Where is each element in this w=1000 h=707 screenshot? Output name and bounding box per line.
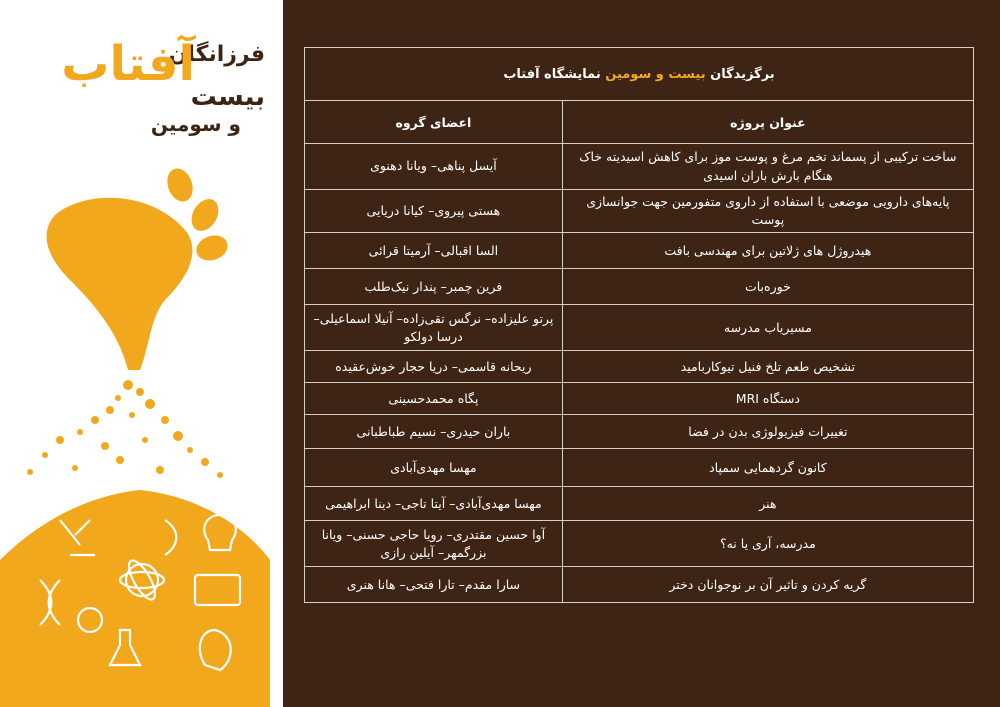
table-row (305, 487, 974, 521)
table-row (305, 521, 974, 567)
project-title-cell: ساخت ترکیبی از پسماند تخم مرغ و پوست موز برای کاهش اسیدیته خاک هنگام بارش باران اسیدی (562, 144, 973, 190)
project-title-cell: مدرسه، آری یا نه؟ (562, 521, 973, 567)
header-members: اعضای گروه (305, 101, 563, 144)
table-row (305, 351, 974, 383)
project-title-cell: مسیریاب مدرسه (562, 305, 973, 351)
project-title-cell: دستگاه MRI (562, 383, 973, 415)
group-members-cell: پرتو علیزاده– نرگس تقی‌زاده– آنیلا اسماعیلی– درسا دولکو (305, 305, 563, 351)
title-prefix: برگزیدگان (710, 66, 775, 82)
table-row (305, 269, 974, 305)
header-project: عنوان پروژه (562, 101, 973, 144)
group-members-cell: سارا مقدم– تارا فتحی– هانا هنری (305, 567, 563, 603)
table-row (305, 233, 974, 269)
winners-table (304, 47, 974, 603)
group-members-cell: مهسا مهدی‌آبادی– آیتا تاجی– دینا ابراهیمی (305, 487, 563, 521)
project-title-cell: کانون گردهمایی سمپاد (562, 449, 973, 487)
table-row (305, 305, 974, 351)
table-header-row (305, 101, 974, 144)
title-suffix: نمایشگاه آفتاب (503, 66, 601, 82)
group-members-cell: السا اقبالی– آرمیتا قرائی (305, 233, 563, 269)
group-members-cell: مهسا مهدی‌آبادی (305, 449, 563, 487)
winners-table-container (304, 47, 974, 603)
project-title-cell: هنر (562, 487, 973, 521)
logo-aftab: آفتاب (61, 36, 195, 92)
table-title-row (305, 48, 974, 101)
title-highlight: بیست و سومین (605, 66, 706, 82)
table-row (305, 415, 974, 449)
table-title (305, 48, 974, 101)
table-row (305, 449, 974, 487)
table-row (305, 383, 974, 415)
table-body (305, 144, 974, 603)
logo-sevomin: و سومین (150, 112, 241, 136)
project-title-cell: هیدروژل های ژلاتین برای مهندسی بافت (562, 233, 973, 269)
poster-panel (0, 0, 283, 707)
project-title-cell: تغییرات فیزیولوژی بدن در فضا (562, 415, 973, 449)
group-members-cell: آوا حسین مقتدری– رویا حاجی حسنی– ویانا بزرگمهر– آیلین رازی (305, 521, 563, 567)
project-title-cell: پایه‌های دارویی موضعی با استفاده از داروی متفورمین جهت جوانسازی پوست (562, 190, 973, 233)
table-row (305, 190, 974, 233)
group-members-cell: آیسل پناهی– ویانا دهنوی (305, 144, 563, 190)
group-members-cell: هستی پیروی– کیانا دریایی (305, 190, 563, 233)
project-title-cell: گریه کردن و تاثیر آن بر نوجوانان دختر (562, 567, 973, 603)
group-members-cell: فرین چمبر– پندار نیک‌طلب (305, 269, 563, 305)
table-row (305, 144, 974, 190)
project-title-cell: خوره‌بات (562, 269, 973, 305)
group-members-cell: ریحانه قاسمی– دریا حجار خوش‌عقیده (305, 351, 563, 383)
project-title-cell: تشخیص طعم تلخ فنیل تیوکاربامید (562, 351, 973, 383)
logo-bist: بیست (190, 82, 265, 112)
table-row (305, 567, 974, 603)
group-members-cell: باران حیدری– نسیم طباطبانی (305, 415, 563, 449)
logo-farzanegan: فرزانگان (168, 42, 265, 67)
exhibition-logo (18, 36, 273, 140)
group-members-cell: پگاه محمدحسینی (305, 383, 563, 415)
